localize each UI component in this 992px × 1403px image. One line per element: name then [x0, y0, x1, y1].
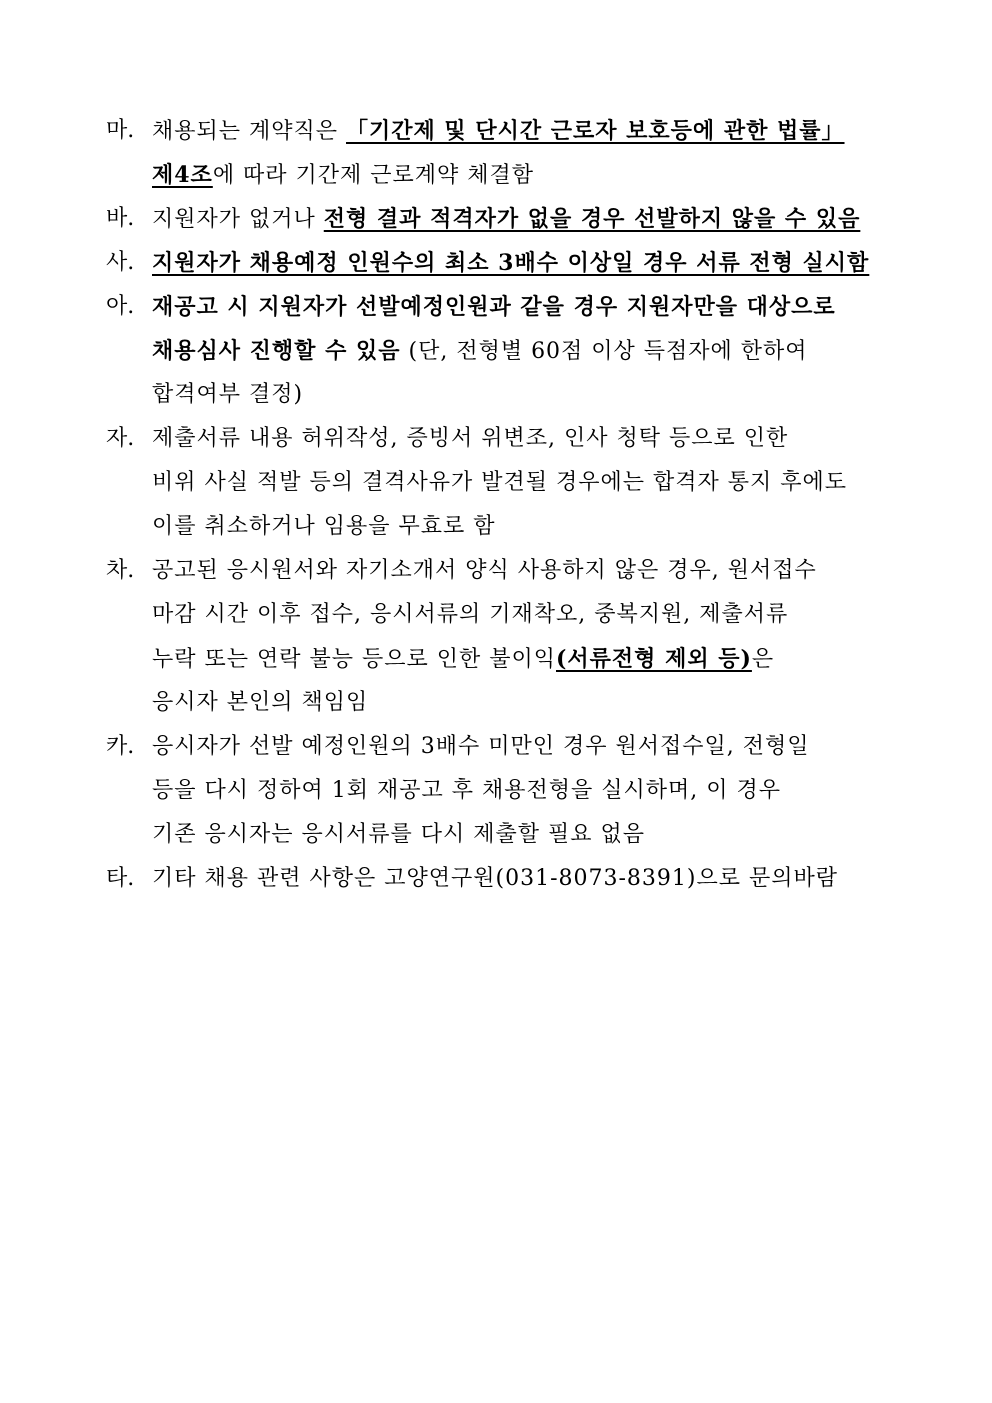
- item-line: [152, 769, 906, 813]
- notice-item-ma: [106, 109, 906, 197]
- notice-item-ta: [106, 857, 906, 901]
- item-line: [152, 813, 906, 857]
- item-content: [152, 285, 906, 417]
- item-marker: 카.: [106, 734, 135, 759]
- emphasis-text: (서류전형 제외 등): [556, 646, 752, 672]
- item-content: [152, 241, 906, 285]
- item-marker: 자.: [106, 426, 135, 451]
- item-content: [152, 109, 906, 197]
- item-text: 은: [751, 647, 775, 672]
- item-content: [152, 197, 906, 241]
- item-text: 이를 취소하거나 임용을 무효로 함: [152, 514, 496, 539]
- item-line: [152, 329, 906, 373]
- item-marker: 사.: [106, 250, 135, 275]
- notice-item-ka: [106, 725, 906, 857]
- law-reference: 「기간제 및 단시간 근로자 보호등에 관한 법률」: [346, 118, 845, 144]
- item-line: [152, 109, 906, 153]
- item-text: 공고된 응시원서와 자기소개서 양식 사용하지 않은 경우, 원서접수: [152, 558, 817, 583]
- emphasis-text: 전형 결과 적격자가 없을 경우 선발하지 않을 수 있음: [323, 206, 861, 232]
- item-line: [152, 285, 906, 329]
- item-line: [152, 593, 906, 637]
- item-marker: 아.: [106, 294, 135, 319]
- item-marker: 타.: [106, 866, 135, 891]
- item-line: [152, 857, 906, 901]
- notice-item-a: [106, 285, 906, 417]
- item-line: [152, 373, 906, 417]
- notice-item-sa: [106, 241, 906, 285]
- notice-item-ba: [106, 197, 906, 241]
- notice-list: [106, 109, 906, 901]
- item-marker: 바.: [106, 206, 135, 231]
- item-content: [152, 725, 906, 857]
- item-line: [152, 725, 906, 769]
- item-content: [152, 549, 906, 725]
- item-text: 비위 사실 적발 등의 결격사유가 발견될 경우에는 합격자 통지 후에도: [152, 470, 847, 495]
- notice-item-ja: [106, 417, 906, 549]
- item-text: 기타 채용 관련 사항은 고양연구원(031-8073-8391)으로 문의바람: [152, 866, 839, 891]
- item-text: 채용되는 계약직은: [152, 119, 347, 144]
- item-line: [152, 153, 906, 197]
- item-line: [152, 197, 906, 241]
- item-content: [152, 417, 906, 549]
- item-line: [152, 417, 906, 461]
- item-line: [152, 241, 906, 285]
- item-line: [152, 681, 906, 725]
- item-content: [152, 857, 906, 901]
- item-line: [152, 549, 906, 593]
- item-text: 응시자 본인의 책임임: [152, 690, 369, 715]
- article-reference: 제4조: [152, 162, 213, 188]
- item-text: 누락 또는 연락 불능 등으로 인한 불이익: [152, 647, 556, 672]
- item-text: 등을 다시 정하여 1회 재공고 후 채용전형을 실시하며, 이 경우: [152, 778, 781, 803]
- item-text: 에 따라 기간제 근로계약 체결함: [212, 163, 535, 188]
- emphasis-text: 재공고 시 지원자가 선발예정인원과 같을 경우 지원자만을 대상으로: [152, 294, 836, 320]
- emphasis-text: 지원자가 채용예정 인원수의 최소 3배수 이상일 경우 서류 전형 실시함: [152, 250, 870, 276]
- notice-item-cha: [106, 549, 906, 725]
- item-text: 기존 응시자는 응시서류를 다시 제출할 필요 없음: [152, 822, 646, 847]
- item-line: [152, 637, 906, 681]
- item-text: 마감 시간 이후 접수, 응시서류의 기재착오, 중복지원, 제출서류: [152, 602, 789, 627]
- item-text: 지원자가 없거나: [152, 207, 324, 232]
- item-marker: 마.: [106, 118, 135, 143]
- item-marker: 차.: [106, 558, 135, 583]
- item-text: 응시자가 선발 예정인원의 3배수 미만인 경우 원서접수일, 전형일: [152, 734, 810, 759]
- item-line: [152, 505, 906, 549]
- item-text: 합격여부 결정): [152, 382, 304, 407]
- item-text: 제출서류 내용 허위작성, 증빙서 위변조, 인사 청탁 등으로 인한: [152, 426, 789, 451]
- emphasis-text: 채용심사 진행할 수 있음: [152, 338, 401, 364]
- item-line: [152, 461, 906, 505]
- item-text: (단, 전형별 60점 이상 득점자에 한하여: [400, 339, 808, 364]
